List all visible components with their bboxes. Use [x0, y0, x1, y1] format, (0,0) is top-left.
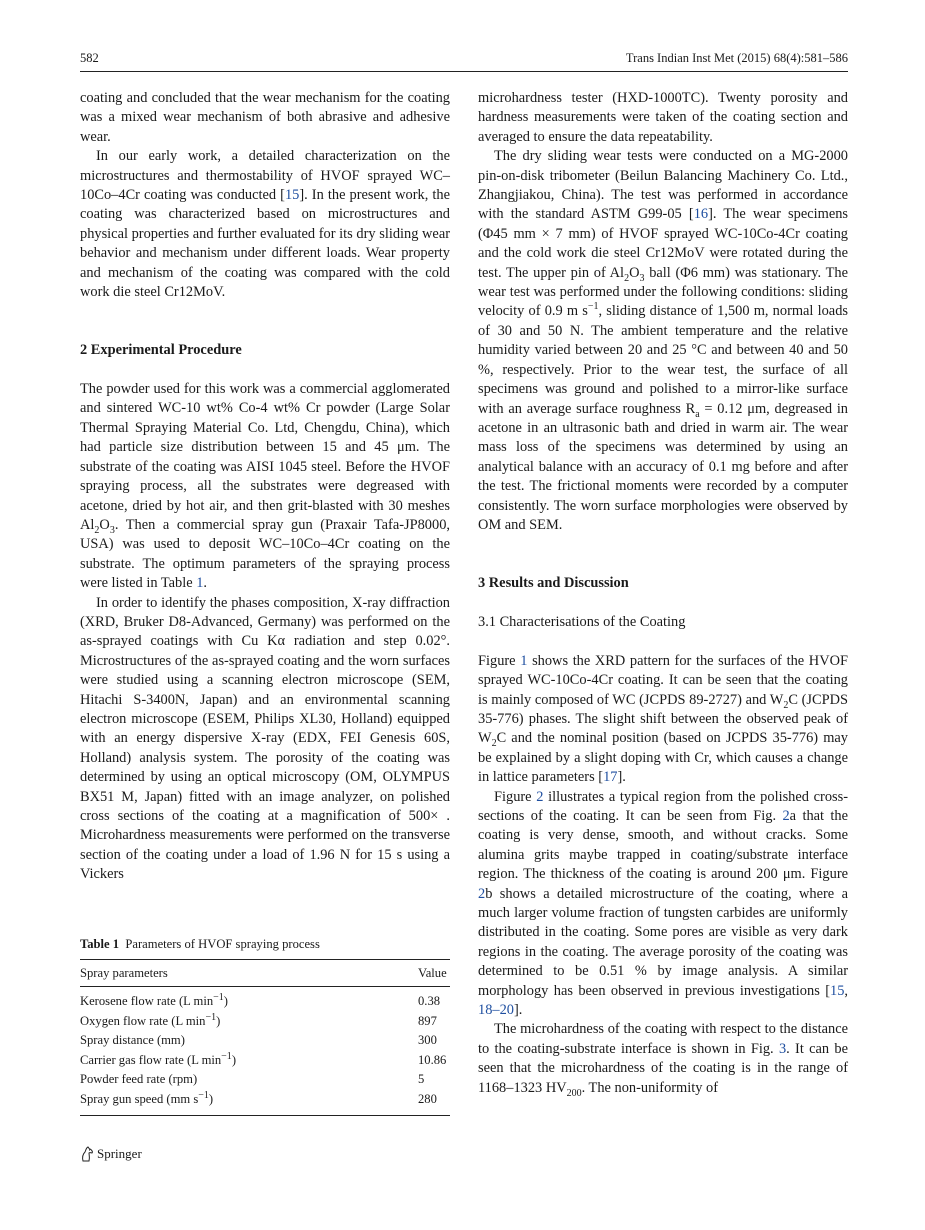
text: , sliding distance of 1,500 m, normal loads of 30 and 50 N. The ambient temperature and the relative humidity varied between 20 and 25 °C and between 40 and 50 %, respectively. Prior to the wear test, the surface of all specimens was ground and polished to a mirror-like surface with an average surface roughness R: [478, 303, 848, 417]
text: ,: [844, 982, 848, 999]
text: coating and concluded that the wear mechanism for the coating was a mixed wear mechanism of both abrasive and adhesive wear.: [80, 90, 450, 145]
table-caption: [80, 935, 450, 953]
text: C (JCPDS 35-776) phases. The slight shift between the observed peak of W: [478, 691, 848, 747]
table-row: [80, 1012, 450, 1032]
page-number: 582: [80, 51, 99, 65]
paragraph: [80, 147, 450, 302]
value-cell: 300: [418, 1033, 437, 1048]
value-cell: 10.86: [418, 1052, 447, 1067]
value-cell: 0.38: [418, 994, 441, 1008]
paragraph: [80, 89, 450, 147]
running-header: [80, 51, 848, 69]
section-heading: 2 Experimental Procedure: [80, 342, 242, 359]
superscript: −1: [587, 301, 599, 313]
text: C and the nominal position (based on JCPDS 35-776) may be explained by a slight doping with Cr, which causes a change in lattice parameters [: [478, 730, 848, 786]
table-row: [80, 1090, 450, 1115]
text: = 0.12 μm, degreased in acetone in an ultrasonic bath and dried in warm air. The wear mass loss of the specimens was determined by using an analytical balance with an accuracy of 0.1 mg before and after the test. The frictional moments were recorded by a computer consistently. The worn surface morphologies were observed by OM and SEM.: [478, 400, 849, 533]
right-column: [478, 89, 848, 1098]
paragraph: [80, 594, 450, 885]
table-row: [80, 1051, 450, 1071]
subscript: 200: [566, 1087, 582, 1099]
figure-link[interactable]: 2: [536, 788, 544, 805]
text: b shows a detailed microstructure of the coating, where a much larger volume fraction of tungsten carbides are uniformly distributed in the coating. Some pores are visible as very dark regions in the coating. The average porosity of the coating was determined to be 0.51 % by image analysis. A similar morphology has been observed in previous investigations [: [478, 885, 848, 999]
text: . It can be seen that the microhardness of the coating is in the range of 1168–1323 HV: [478, 1040, 848, 1096]
text: shows the XRD pattern for the surfaces of the HVOF sprayed WC-10Co-4Cr coating. It can be seen that the coating is mainly composed of WC (JCPDS 89-2727) and W: [478, 652, 848, 708]
text: O: [99, 516, 110, 533]
subscript: 2: [783, 699, 789, 711]
publisher-name: Springer: [97, 1146, 142, 1161]
citation-link[interactable]: 17: [603, 769, 618, 786]
text: The microhardness of the coating with respect to the distance to the coating-substrate interface is shown in Fig.: [478, 1021, 848, 1057]
text: a that the coating is very dense, smooth, and without cracks. Some alumina grits maybe trapped in coating/substrate interface region. The thickness of the coating is around 200 μm. Figure: [478, 807, 848, 883]
paragraph: [478, 1020, 848, 1098]
table-row: [80, 1070, 450, 1090]
text: Figure: [494, 788, 537, 805]
figure-link[interactable]: 2: [478, 885, 486, 902]
text: The dry sliding wear tests were conducted on a MG-2000 pin-on-disk tribometer (Beilun Balancing Machinery Co. Ltd., Zhangjiakou, China). The test was performed in accordance with the standard ASTM G99-05 [: [478, 148, 848, 223]
paragraph: [478, 788, 848, 1021]
value-cell: 5: [418, 1072, 425, 1087]
param-cell: Powder feed rate (rpm): [80, 1072, 198, 1087]
citation-link[interactable]: 16: [693, 206, 709, 223]
header-rule: [80, 71, 848, 72]
table-header-row: [80, 960, 450, 987]
table-link[interactable]: 1: [196, 575, 204, 592]
text: microhardness tester (HXD-1000TC). Twenty porosity and hardness measurements were taken of the coating section and averaged to ensure the data repeatability.: [478, 90, 848, 145]
subscript: a: [695, 408, 700, 420]
param-cell: Carrier gas flow rate (L $\min^{-1}$): [80, 1050, 237, 1067]
figure-link[interactable]: 1: [520, 652, 528, 669]
value-cell: 897: [418, 1013, 437, 1028]
text: ball (Φ6 mm) was stationary. The wear test was performed under the following conditions: sliding velocity of 0.9 m s: [478, 264, 848, 320]
parameters-table: [80, 959, 450, 1116]
table-label: Table 1: [80, 937, 120, 951]
text: ]. The wear specimens (Φ45 mm × 7 mm) of HVOF sprayed WC-10Co-4Cr coating and the cold work die steel Cr12MoV were rotated during the test. The upper pin of Al: [478, 206, 848, 281]
param-cell: Kerosene flow rate (L $\min^{-1}$): [80, 991, 228, 1008]
citation-link[interactable]: 18–20: [478, 1002, 514, 1019]
subscript: 3: [109, 524, 115, 536]
subscript: 2: [94, 524, 100, 536]
journal-citation: Trans Indian Inst Met (2015) 68(4):581–586: [625, 51, 848, 65]
text: ].: [513, 1002, 523, 1019]
table-caption-text: Parameters of HVOF spraying process: [125, 937, 320, 951]
section-heading: 3 Results and Discussion: [478, 575, 629, 592]
column-header: Value: [418, 966, 447, 980]
text: ]. In the present work, the coating was characterized based on microstructures and physical properties and further evaluated for its dry sliding wear behavior and mechanism under different loads. Wear property and mechanism of the coating was compared with the cold work die steel Cr12MoV.: [80, 187, 450, 301]
springer-horse-icon: [80, 1146, 94, 1162]
paragraph: [478, 89, 848, 147]
paragraph: [80, 380, 450, 593]
citation-link[interactable]: 15: [830, 982, 845, 999]
publisher-footer: [80, 1146, 142, 1162]
paragraph: [478, 652, 848, 788]
figure-link[interactable]: 3: [778, 1040, 787, 1057]
param-cell: Spray distance (mm): [80, 1033, 185, 1048]
value-cell: 280: [418, 1091, 437, 1106]
text: In order to identify the phases composition, X-ray diffraction (XRD, Bruker D8-Advanced, Germany) was performed on the as-sprayed coatings with Cu Kα radiation and step 0.02°. Microstructures of the as-sprayed coating and the worn surfaces were studied using a scanning electron microscope (SEM, Hitachi S-3400N, Japan) and an environmental scanning electron microscope (ESEM, Philips XL30, Holland) equipped with an energy dispersive X-ray (EDX, FEI Genesis 60S, Holland) analysis system. The porosity of the coating was determined by using an optical microscopy (OM, OLYMPUS BX51 M, Japan) fitted with an image analyzer, on polished cross sections of the coating at a magnification of 500× . Microhardness measurements were performed on the transverse section of the coating under a load of 1.96 N for 15 s using a Vickers: [80, 594, 450, 883]
subscript: 2: [491, 738, 497, 750]
text: illustrates a typical region from the polished cross-sections of the coating. It can be seen from Fig.: [478, 788, 849, 824]
text: The powder used for this work was a commercial agglomerated and sintered WC-10 wt% Co-4 wt% Cr powder (Large Solar Thermal Spraying Material Co. Ltd, Chengdu, China), which had particle size distribution between 15 and 45 μm. The substrate of the coating was AISI 1045 steel. Before the HVOF spraying process, all the substrates were degreased with acetone, dried by hot air, and then grit-blasted with 30 meshes Al: [80, 381, 450, 533]
text: ].: [617, 769, 626, 786]
text: . The non-uniformity of: [581, 1079, 719, 1096]
text: In our early work, a detailed characterization on the microstructures and thermostability of HVOF sprayed WC–10Co–4Cr coating was conducted [: [80, 148, 450, 204]
citation-link[interactable]: 15: [284, 187, 300, 204]
text: O: [629, 264, 640, 281]
text: . Then a commercial spray gun (Praxair Tafa-JP8000, USA) was used to deposit WC–10Co–4Cr coating on the substrate. The optimum parameters of the spraying process were listed in Table: [80, 516, 450, 592]
text: Figure: [478, 652, 521, 669]
paragraph: [478, 147, 848, 535]
param-cell: Spray gun speed (mm $s^{-1}$): [80, 1089, 214, 1106]
text: .: [203, 575, 208, 592]
param-cell: Oxygen flow rate (L $\min^{-1}$): [80, 1011, 221, 1028]
subscript: 3: [639, 272, 645, 284]
table-row: [80, 1031, 450, 1051]
left-column: [80, 89, 450, 885]
subscript: 2: [624, 272, 630, 284]
table-1: [80, 935, 450, 1116]
subsection-heading: 3.1 Characterisations of the Coating: [478, 613, 686, 630]
table-row: [80, 987, 450, 1012]
figure-link[interactable]: 2: [782, 807, 790, 824]
column-header: Spray parameters: [80, 966, 168, 980]
